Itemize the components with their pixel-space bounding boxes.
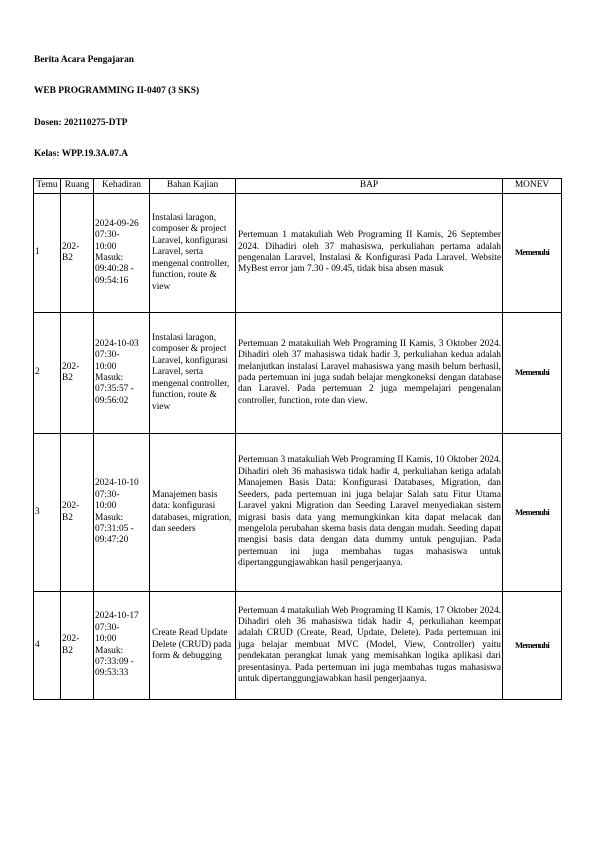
cell-kehadiran: 2024-10-17 07:30- 10:00 Masuk: 07:33:09 - 09:53:33 <box>94 592 150 700</box>
cell-temu: 2 <box>34 313 61 434</box>
cell-ruang: 202- B2 <box>61 434 94 592</box>
cell-monev: Memenuhi <box>503 313 562 434</box>
cell-bahan-kajian: Instalasi laragon, composer & project Laravel, konfigurasi Laravel, serta mengenal controller, function, route & view <box>150 194 236 313</box>
document-title: Berita Acara Pengajaran <box>34 55 134 65</box>
cell-ruang: 202- B2 <box>61 194 94 313</box>
table-header-row <box>34 179 562 194</box>
col-header-temu: Temu <box>34 179 61 194</box>
cell-monev: Memenuhi <box>503 194 562 313</box>
col-header-bahan-kajian: Bahan Kajian <box>150 179 236 194</box>
col-header-kehadiran: Kehadiran <box>94 179 150 194</box>
cell-bahan-kajian: Instalasi laragon, composer & project Laravel, konfigurasi Laravel, serta mengenal controller, function, route & view <box>150 313 236 434</box>
class-name: Kelas: WPP.19.3A.07.A <box>34 149 129 159</box>
cell-bahan-kajian: Create Read Update Delete (CRUD) pada form & debugging <box>150 592 236 700</box>
cell-bahan-kajian: Manajemen basis data: konfigurasi databases, migration, dan seeders <box>150 434 236 592</box>
table-row <box>34 592 562 700</box>
cell-ruang: 202- B2 <box>61 313 94 434</box>
cell-monev: Memenuhi <box>503 434 562 592</box>
table-row <box>34 194 562 313</box>
cell-bap: Pertemuan 3 matakuliah Web Programing II Kamis, 10 Oktober 2024. Dihadiri oleh 36 mahasiswa tidak hadir 4, perkuliahan ketiga adalah Manajemen Basis Data: Konfigurasi Databases, Migration, dan Seeders, pada pertemuan ini juga belajar Salah satu Fitur Utama Laravel yakni Migration dan Seeding Laravel menyediakan sistem migrasi basis data yang memungkinkan kita dapat melacak dan mengelola perubahan skema basis data dengan mudah. Seeding dapat mengisi basis data dengan data dummy untuk pengujian. Pada pertemuan ini juga membahas tugas mahasiswa untuk dipertanggungjawabkan hasil pengerjaanya. <box>236 434 503 592</box>
table-row <box>34 313 562 434</box>
cell-bap: Pertemuan 4 matakuliah Web Programing II Kamis, 17 Oktober 2024. Dihadiri oleh 36 mahasiswa tidak hadir 4, perkuliahan keempat adalah CRUD (Create, Read, Update, Delete). Pada pertemuan ini juga belajar membuat MVC (Model, View, Controller) yaitu pendekatan perangkat lunak yang memisahkan logika aplikasi dari presentasinya. Pada pertemuan ini juga membahas tugas mahasiswa untuk dipertanggungjawabkan hasil pengerjaanya. <box>236 592 503 700</box>
cell-monev: Memenuhi <box>503 592 562 700</box>
attendance-table <box>33 178 562 700</box>
cell-bap: Pertemuan 2 matakuliah Web Programing II Kamis, 3 Oktober 2024. Dihadiri oleh 37 mahasiswa tidak hadir 3, perkuliahan kedua adalah melanjutkan instalasi Laravel mahasiswa yang masih belum berhasil, pada pertemuan ini juga sudah belajar mengkoneksi dengan database dan Laravel. Pada pertemuan 2 juga mempelajari pengenalan controller, function, rote dan view. <box>236 313 503 434</box>
cell-ruang: 202- B2 <box>61 592 94 700</box>
cell-bap: Pertemuan 1 matakuliah Web Programing II Kamis, 26 September 2024. Dihadiri oleh 37 mahasiswa, perkuliahan pertama adalah pengenalan Laravel, Instalasi & Konfigurasi Pada Laravel. Website MyBest error jam 7.30 - 09.45, tidak bisa absen masuk <box>236 194 503 313</box>
cell-kehadiran: 2024-10-10 07:30- 10:00 Masuk: 07:31:05 - 09:47:20 <box>94 434 150 592</box>
col-header-monev: MONEV <box>503 179 562 194</box>
course-name: WEB PROGRAMMING II-0407 (3 SKS) <box>34 86 200 96</box>
cell-kehadiran: 2024-09-26 07:30- 10:00 Masuk: 09:40:28 - 09:54:16 <box>94 194 150 313</box>
table-row <box>34 434 562 592</box>
col-header-bap: BAP <box>236 179 503 194</box>
cell-kehadiran: 2024-10-03 07:30- 10:00 Masuk: 07:35:57 - 09:56:02 <box>94 313 150 434</box>
cell-temu: 1 <box>34 194 61 313</box>
cell-temu: 4 <box>34 592 61 700</box>
lecturer-id: Dosen: 202110275-DTP <box>34 118 128 128</box>
col-header-ruang: Ruang <box>61 179 94 194</box>
cell-temu: 3 <box>34 434 61 592</box>
